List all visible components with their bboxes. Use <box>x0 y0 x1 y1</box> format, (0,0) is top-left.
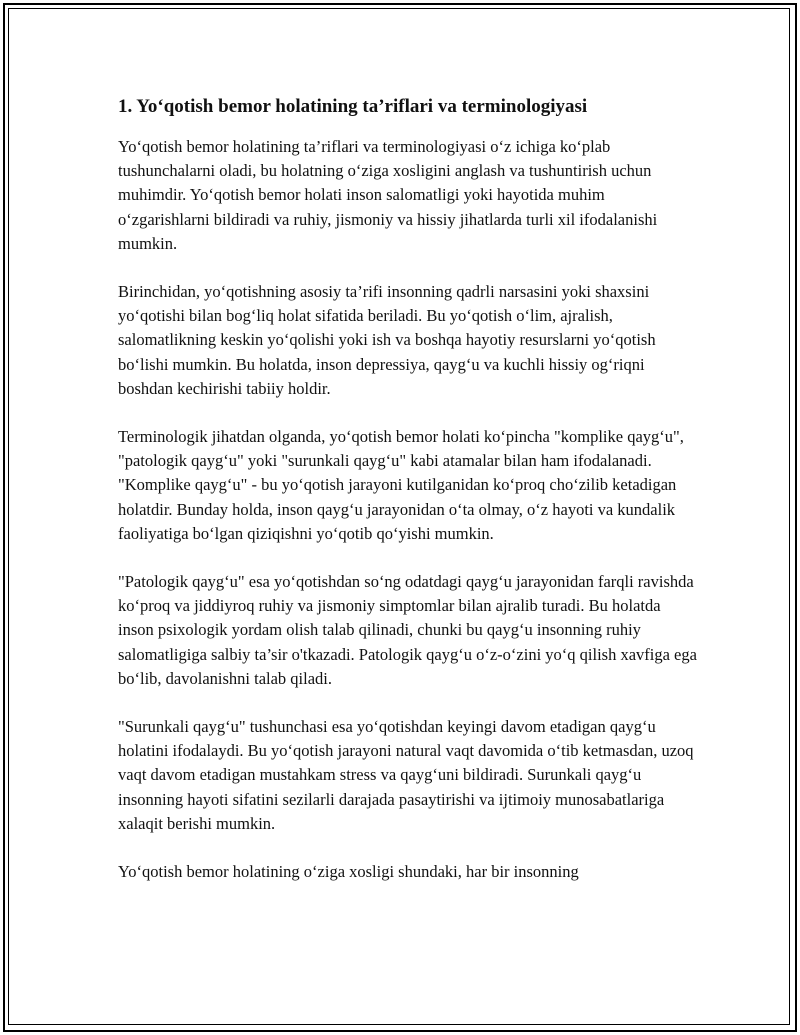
section-heading: 1. Yo‘qotish bemor holatining ta’riflari va terminologiyasi <box>118 96 588 117</box>
paragraph-5: "Surunkali qayg‘u" tushunchasi esa yo‘qotishdan keyingi davom etadigan qayg‘u holatini ifodalaydi. Bu yo‘qotish jarayoni natural vaqt davomida o‘tib ketmasdan, uzoq vaqt davom etadigan mustahkam stress va qayg‘uni bildiradi. Surunkali qayg‘u insonning hayoti sifatini sezilarli darajada pasaytirishi va ijtimoiy munosabatlariga xalaqit berishi mumkin. <box>118 717 694 833</box>
paragraph-3: Terminologik jihatdan olganda, yo‘qotish bemor holati ko‘pincha "komplike qayg‘u", "patologik qayg‘u" yoki "surunkali qayg‘u" kabi atamalar bilan ham ifodalanadi. "Komplike qayg‘u" - bu yo‘qotish jarayoni kutilganidan ko‘proq cho‘zilib ketadigan holatdir. Bunday holda, inson qayg‘u jarayonidan o‘ta olmay, o‘z hayoti va kundalik faoliyatiga bo‘lgan qiziqishni yo‘qotib qo‘yishi mumkin. <box>118 427 684 543</box>
document-body <box>118 93 698 908</box>
paragraph-1: Yo‘qotish bemor holatining ta’riflari va terminologiyasi o‘z ichiga ko‘plab tushunchalarni oladi, bu holatning o‘ziga xosligini anglash va tushuntirish uchun muhimdir. Yo‘qotish bemor holati inson salomatligi yoki hayotida muhim o‘zgarishlarni bildiradi va ruhiy, jismoniy va hissiy jihatlarda turli xil ifodalanishi mumkin. <box>118 137 658 253</box>
paragraph-6: Yo‘qotish bemor holatining o‘ziga xosligi shundaki, har bir insonning <box>118 862 579 882</box>
paragraph-2: Birinchidan, yo‘qotishning asosiy ta’rifi insonning qadrli narsasini yoki shaxsini yo‘qotishi bilan bog‘liq holat sifatida beriladi. Bu yo‘qotish o‘lim, ajralish, salomatlikning keskin yo‘qolishi yoki ish va boshqa hayotiy resurslarni yo‘qotish bo‘lishi mumkin. Bu holatda, inson depressiya, qayg‘u va kuchli hissiy og‘riqni boshdan kechirishi tabiiy holdir. <box>118 282 656 398</box>
paragraph-4: "Patologik qayg‘u" esa yo‘qotishdan so‘ng odatdagi qayg‘u jarayonidan farqli ravishda ko‘proq va jiddiyroq ruhiy va jismoniy simptomlar bilan ajralib turadi. Bu holatda inson psixologik yordam olish talab qilinadi, chunki bu qayg‘u insonning ruhiy salomatligiga salbiy ta’sir o'tkazadi. Patologik qayg‘u o‘z-o‘zini yo‘q qilish xavfiga ega bo‘lib, davolanishni talab qiladi. <box>118 572 697 688</box>
